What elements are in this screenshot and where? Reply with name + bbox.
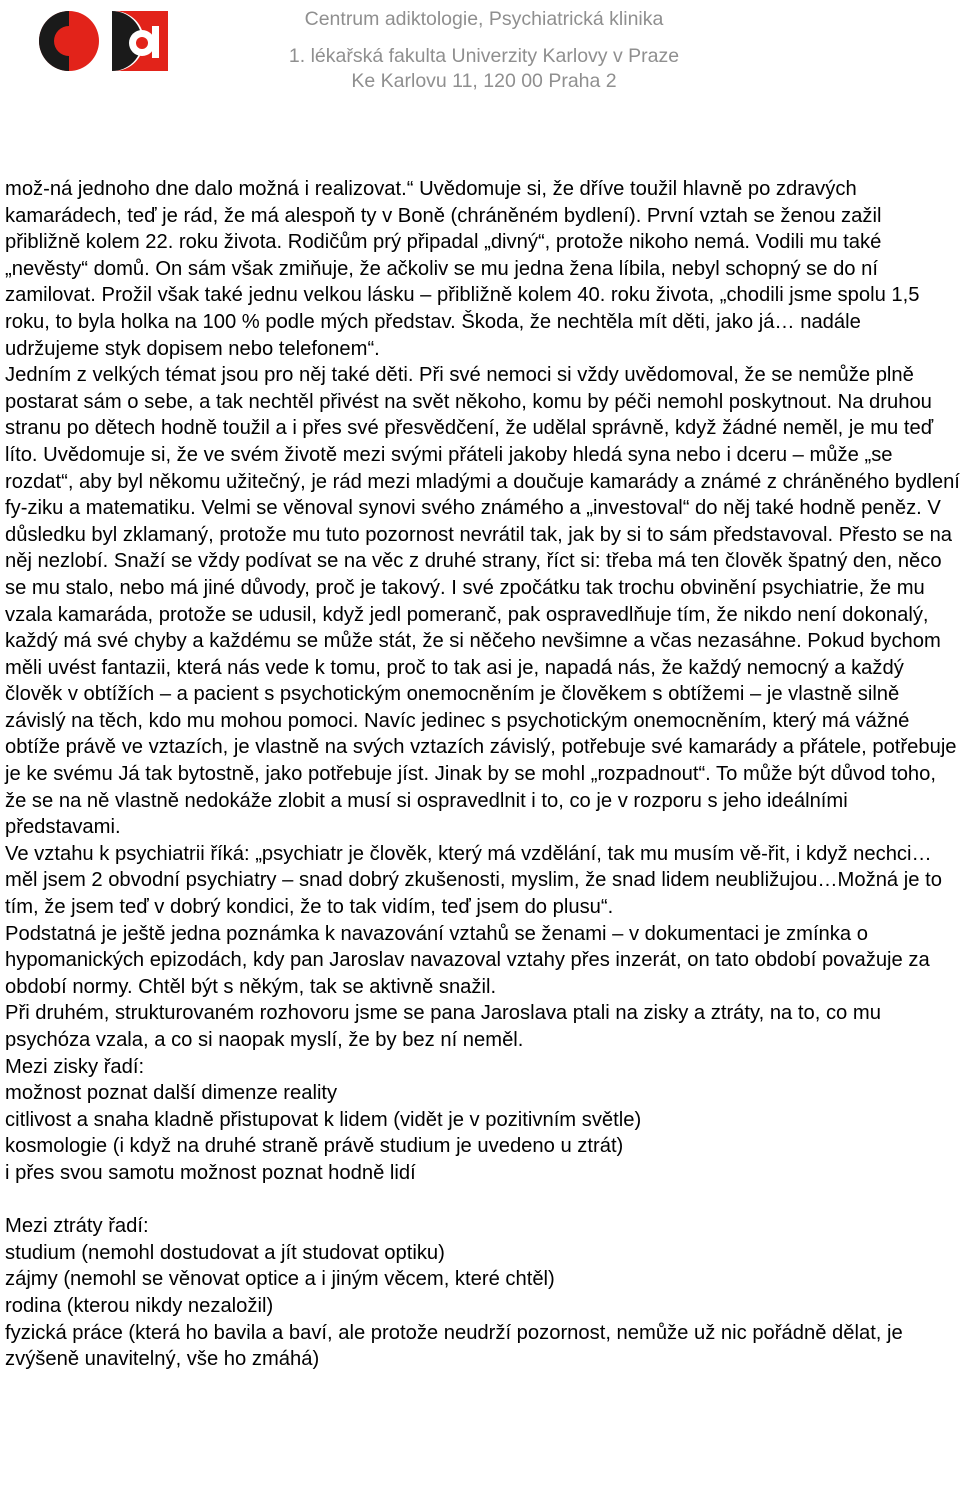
paragraph: mož-ná jednoho dne dalo možná i realizovat.“ Uvědomuje si, že dříve toužil hlavně po zdravých kamarádech, teď je rád, že má alespoň ty v Boně (chráněném bydlení). První vztah se ženou zažil přibližně kolem 22. roku života. Rodičům prý připadal „divný“, protože nikoho nemá. Vodili mu také „nevěsty“ domů. On sám však zmiňuje, že ačkoliv se mu jedna žena líbila, nebyl schopný se do ní zamilovat. Prožil však také jednu velkou lásku – přibližně kolem 40. roku života, „chodili jsme spolu 1,5 roku, to byla holka na 100 % podle mých představ. Škoda, že nechtěla mít děti, jako já… nadále udržujeme styk dopisem nebo telefonem“. xyxy=(5,178,920,360)
list-item: kosmologie (i když na druhé straně právě studium je uvedeno u ztrát) xyxy=(5,1135,624,1158)
list-item: fyzická práce (která ho bavila a baví, ale protože neudrží pozornost, nemůže už nic pořádně dělat, je zvýšeně unavitelný, vše ho zmáhá) xyxy=(5,1321,903,1371)
institution-address: Ke Karlovu 11, 120 00 Praha 2 xyxy=(351,70,617,92)
paragraph: Ve vztahu k psychiatrii říká: „psychiatr je člověk, který má vzdělání, tak mu musím vě-řit, i když nechci… měl jsem 2 obvodní psychiatry – snad dobrý zkušenosti, myslim, že snad lidem neubližujou…Možná je to tím, že jsem teď v dobrý kondici, že to tak vidím, teď jsem do plusu“. xyxy=(5,842,942,919)
list-item: zájmy (nemohl se věnovat optice a i jiným věcem, které chtěl) xyxy=(5,1268,555,1291)
cad-logo xyxy=(36,8,168,74)
list-item: i přes svou samotu možnost poznat hodně lidí xyxy=(5,1161,416,1184)
faculty-name: 1. lékařská fakulta Univerzity Karlovy v Praze xyxy=(288,45,680,67)
paragraph: Podstatná je ještě jedna poznámka k navazování vztahů se ženami – v dokumentaci je zmínka o hypomanických epizodách, kdy pan Jaroslav navazoval vztahy přes inzerát, on tato období považuje za období normy. Chtěl být s někým, tak se aktivně snažil. xyxy=(5,922,930,998)
page-header xyxy=(0,0,960,120)
paragraph: Při druhém, strukturovaném rozhovoru jsme se pana Jaroslava ptali na zisky a ztráty, na to, co mu psychóza vzala, a co si naopak myslí, že by bez ní neměl. xyxy=(5,1002,881,1051)
list-item: citlivost a snaha kladně přistupovat k lidem (vidět je v pozitivním světle) xyxy=(5,1108,642,1131)
spacer xyxy=(5,1187,960,1214)
document-body xyxy=(5,176,960,1373)
gains-heading: Mezi zisky řadí: xyxy=(5,1055,145,1078)
paragraph: Jedním z velkých témat jsou pro něj také děti. Při své nemoci si vždy uvědomoval, že se nemůže plně postarat sám o sebe, a tak nechtěl přivést na svět někoho, komu by péči nemohl poskytnout. Na druhou stranu po dětech hodně toužil a i přes své přesvědčení, že udělal správně, když žádné neměl, je mu teď líto. Uvědomuje si, že ve svém životě mezi svými přáteli jakoby hledá syna nebo i dceru – může „se rozdat“, aby byl někomu užitečný, je rád mezi mladými a doučuje kamarády a známé z chráněného bydlení fy-ziku a matematiku. Velmi se věnoval synovi svého známého a „investoval“ do něj také hodně peněz. V důsledku byl zklamaný, protože mu tuto pozornost nevrátil tak, jak by si to sám představoval. Přesto se na něj nezlobí. Snaží se vždy podívat se na věc z druhé strany, říct si: třeba má ten člověk špatný den, něco se mu stalo, nebo má jiné důvody, proč je takový. I své zpočátku tak trochu obvinění psychiatrie, že mu vzala kamaráda, protože se udusil, když jedl pomeranč, pak ospravedlňuje tím, že nikdo není dokonalý, každý má své chyby a každému se může stát, že si něčeho nevšimne a včas nezasáhne. Pokud bychom měli uvést fantazii, která nás vede k tomu, proč to tak asi je, napadá nás, že každý nemocný a každý člověk v obtížích – a pacient s psychotickým onemocněním je člověkem s obtížemi – je vlastně silně závislý na těch, kdo mu mohou pomoci. Navíc jedinec s psychotickým onemocněním, který má vážné obtíže právě ve vztazích, je vlastně na svých vztazích závislý, potřebuje své kamarády a přátele, potřebuje je ke svému Já tak bytostně, jako potřebuje jíst. Jinak by se mohl „rozpadnout“. To může být důvod toho, že se na ně vlastně nedokáže zlobit a musí si ospravedlnit i to, co je v rozporu s jeho ideálními představami. xyxy=(5,364,960,839)
list-item: rodina (kterou nikdy nezaložil) xyxy=(5,1294,274,1317)
list-item: možnost poznat další dimenze reality xyxy=(5,1082,338,1105)
losses-heading: Mezi ztráty řadí: xyxy=(5,1215,149,1238)
institution-name: Centrum adiktologie, Psychiatrická klinika xyxy=(304,8,664,30)
list-item: studium (nemohl dostudovat a jít studovat optiku) xyxy=(5,1241,445,1264)
